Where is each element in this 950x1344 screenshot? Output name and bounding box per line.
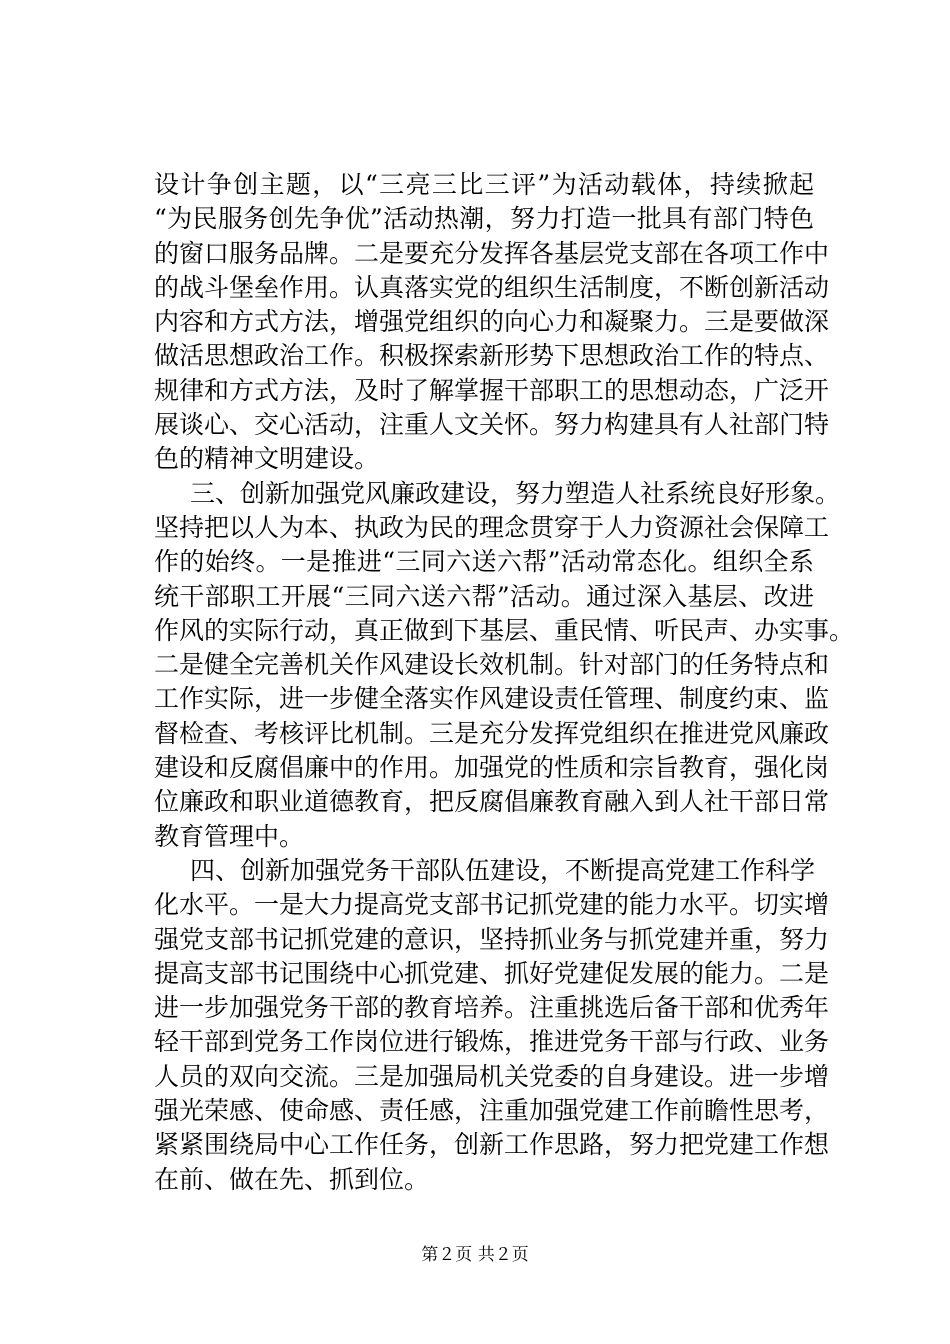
text-line: 督检查、考核评比机制。三是充分发挥党组织在推进党风廉政 bbox=[154, 718, 830, 748]
text-line: 强光荣感、使命感、责任感，注重加强党建工作前瞻性思考， bbox=[154, 1096, 830, 1126]
text-line: 做活思想政治工作。积极探索新形势下思想政治工作的特点、 bbox=[154, 341, 830, 371]
text-line: 三、创新加强党风廉政建设，努力塑造人社系统良好形象。 bbox=[190, 478, 841, 508]
text-line: 二是健全完善机关作风建设长效机制。针对部门的任务特点和 bbox=[154, 650, 830, 680]
document-body bbox=[154, 168, 855, 1197]
text-line: 设计争创主题，以“三亮三比三评”为活动载体，持续掀起 bbox=[154, 170, 814, 199]
text-line: 人员的双向交流。三是加强局机关党委的自身建设。进一步增 bbox=[154, 1061, 830, 1091]
text-line: 教育管理中。 bbox=[154, 821, 305, 851]
text-line: 位廉政和职业道德教育，把反腐倡廉教育融入到人社干部日常 bbox=[154, 787, 830, 817]
text-line: 建设和反腐倡廉中的作用。加强党的性质和宗旨教育，强化岗 bbox=[154, 753, 830, 783]
text-line: 四、创新加强党务干部队伍建设，不断提高党建工作科学 bbox=[190, 855, 816, 885]
text-line: 作的始终。一是推进“三同六送六帮”活动常态化。组织全系 bbox=[154, 547, 814, 577]
text-line: 色的精神文明建设。 bbox=[154, 444, 380, 474]
text-line: 坚持把以人为本、执政为民的理念贯穿于人力资源社会保障工 bbox=[154, 512, 830, 542]
text-line: 展谈心、交心活动，注重人文关怀。努力构建具有人社部门特 bbox=[154, 410, 830, 440]
text-line: 强党支部书记抓党建的意识，坚持抓业务与抓党建并重，努力 bbox=[154, 924, 830, 954]
text-line: 作风的实际行动，真正做到下基层、重民情、听民声、办实事。 bbox=[154, 615, 855, 645]
text-line: 内容和方式方法，增强党组织的向心力和凝聚力。三是要做深 bbox=[154, 307, 830, 337]
text-line: 化水平。一是大力提高党支部书记抓党建的能力水平。切实增 bbox=[154, 890, 830, 920]
text-line: 规律和方式方法，及时了解掌握干部职工的思想动态，广泛开 bbox=[154, 375, 830, 405]
text-line: 工作实际，进一步健全落实作风建设责任管理、制度约束、监 bbox=[154, 684, 830, 714]
text-line: “为民服务创先争优”活动热潮，努力打造一批具有部门特色 bbox=[154, 204, 814, 234]
text-line: 进一步加强党务干部的教育培养。注重挑选后备干部和优秀年 bbox=[154, 993, 830, 1023]
text-line: 在前、做在先、抓到位。 bbox=[154, 1164, 430, 1194]
text-line: 的窗口服务品牌。二是要充分发挥各基层党支部在各项工作中 bbox=[154, 238, 830, 268]
text-line: 紧紧围绕局中心工作任务，创新工作思路，努力把党建工作想 bbox=[154, 1130, 830, 1160]
page-footer: 第２页 共２页 bbox=[421, 1245, 529, 1265]
text-line: 提高支部书记围绕中心抓党建、抓好党建促发展的能力。二是 bbox=[154, 958, 830, 988]
text-line: 的战斗堡垒作用。认真落实党的组织生活制度，不断创新活动 bbox=[154, 272, 830, 302]
text-line: 轻干部到党务工作岗位进行锻炼，推进党务干部与行政、业务 bbox=[154, 1027, 830, 1057]
text-line: 统干部职工开展“三同六送六帮”活动。通过深入基层、改进 bbox=[154, 581, 814, 611]
